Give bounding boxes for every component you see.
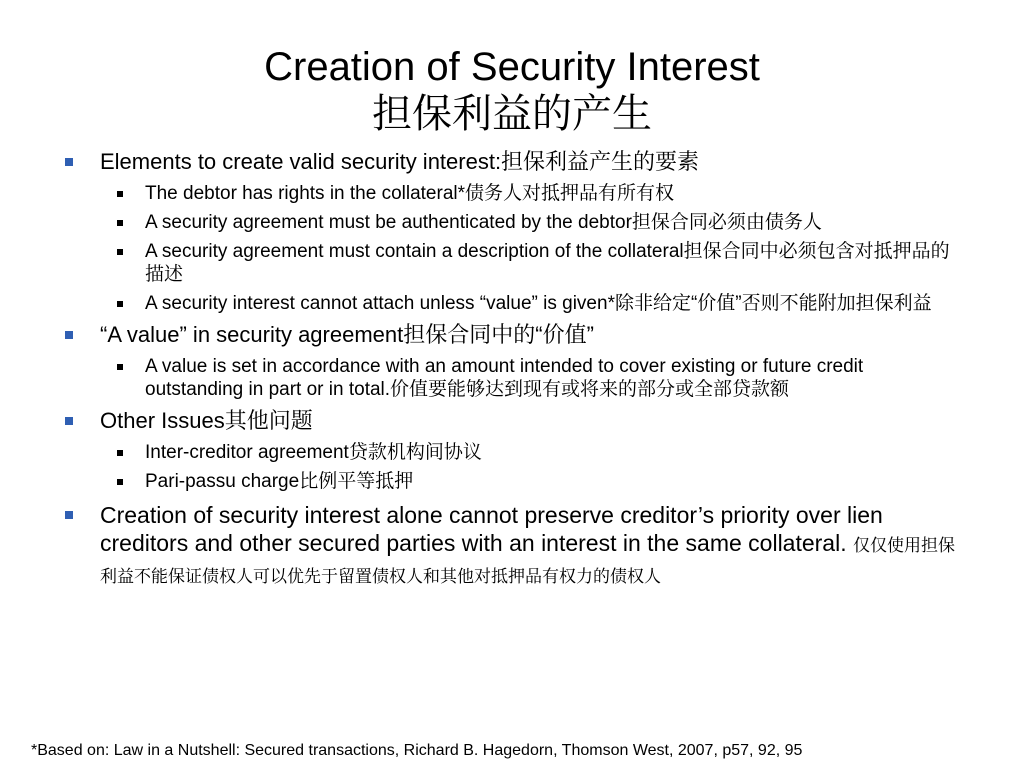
bullet-value (63, 323, 963, 347)
sub-bullet (63, 182, 963, 205)
bullet-text: Elements to create valid security interest:担保利益产生的要素 (100, 149, 700, 174)
bullet-text: Other Issues其他问题 (100, 408, 313, 433)
sub-bullet-text: A security interest cannot attach unless “value” is given*除非给定“价值”否则不能附加担保利益 (145, 293, 932, 314)
square-bullet-icon (65, 158, 73, 166)
bullet-text: Creation of security interest alone cannot preserve creditor’s priority over lien creditors and other secured parties with an interest in the same collateral. (100, 502, 883, 556)
sub-bullet (63, 240, 963, 286)
square-bullet-icon (65, 331, 73, 339)
sub-bullet (63, 470, 963, 493)
slide-title (0, 44, 1024, 138)
sub-bullet (63, 355, 963, 401)
slide-title-main: Creation of Security Interest (264, 45, 760, 89)
square-bullet-icon (117, 249, 123, 255)
sub-bullet-text: Pari-passu charge比例平等抵押 (145, 471, 414, 492)
sub-bullet (63, 292, 963, 315)
square-bullet-icon (65, 417, 73, 425)
square-bullet-icon (117, 301, 123, 307)
slide-title-chinese: 担保利益的产生 (372, 92, 652, 136)
bullet-text: “A value” in security agreement担保合同中的“价值” (100, 322, 594, 347)
sub-bullet-text: A security agreement must be authenticated by the debtor担保合同必须由债务人 (145, 212, 822, 233)
bullet-priority (63, 501, 963, 591)
footnote: *Based on: Law in a Nutshell: Secured transactions, Richard B. Hagedorn, Thomson West, 2007, p57, 92, 95 (31, 742, 803, 759)
square-bullet-icon (117, 191, 123, 197)
sub-bullet (63, 211, 963, 234)
square-bullet-icon (117, 364, 123, 370)
sub-bullet-text: A security agreement must contain a description of the collateral担保合同中必须包含对抵押品的描述 (145, 241, 950, 285)
square-bullet-icon (117, 220, 123, 226)
bullet-other-issues (63, 409, 963, 433)
sub-bullet-text: The debtor has rights in the collateral*债务人对抵押品有所有权 (145, 183, 675, 204)
sub-bullet (63, 441, 963, 464)
bullet-elements (63, 150, 963, 174)
square-bullet-icon (117, 450, 123, 456)
square-bullet-icon (117, 479, 123, 485)
bullet-text-chinese: 仅仅使用担保利益不能保证债权人可以优先于留置债权人和其他对抵押品有权力的债权人 (100, 536, 955, 586)
sub-bullet-text: A value is set in accordance with an amount intended to cover existing or future credit outstanding in part or in total.价值要能够达到现有或将来的部分或全部贷款额 (145, 356, 864, 400)
slide-body (63, 150, 963, 599)
sub-bullet-text: Inter-creditor agreement贷款机构间协议 (145, 442, 482, 463)
square-bullet-icon (65, 511, 73, 519)
